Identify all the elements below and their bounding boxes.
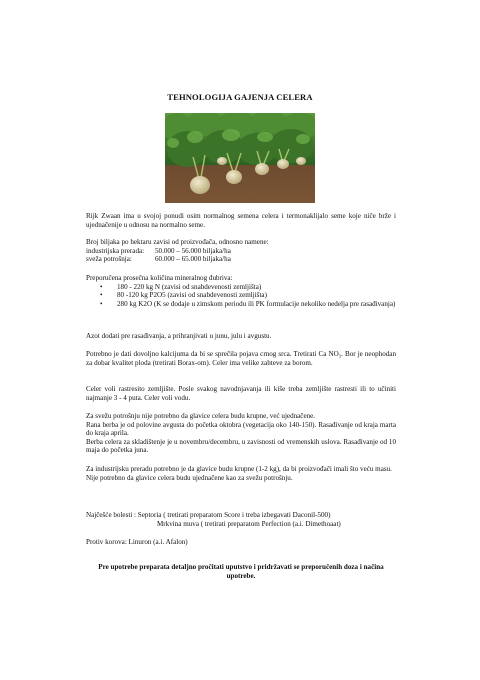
diseases-line: Najčešće bolesti : Septoria ( tretirati preparatom Score i treba izbegavati Daconil-500) (86, 511, 331, 519)
list-item: • 180 - 220 kg N (zavisi od snabdevenosti zemljišta) (117, 283, 396, 292)
nitrogen-text: Azot dodati pre rasađivanja, a prihranjivati u junu, julu i avgustu. (86, 332, 272, 340)
density-value: 50.000 – 56.000 biljaka/ha (155, 246, 231, 255)
density-row-fresh (86, 255, 396, 264)
harvest-section (86, 412, 396, 455)
industrial-section (86, 465, 396, 482)
intro-paragraph (86, 212, 396, 229)
density-section (86, 238, 396, 264)
industrial-line: Nije potrebno da glavice celera budu ujednačene kao za svežu potrošnju. (86, 473, 293, 482)
intro-text: Rijk Zwaan ima u svojoj ponudi osim normalnog semena celera i termonaklijalo seme koje niče brže i ujednačenije u odnosu na normalno seme. (86, 212, 396, 229)
weeds-text: Protiv korova: Linuron (a.i. Afalon) (86, 538, 188, 546)
density-value: 60.000 – 65.000 biljaka/ha (155, 255, 231, 264)
density-label: sveža potrošnja: (86, 255, 132, 264)
list-item: • 280 kg K2O (K se dodaje u zimskom periodu ili PK formulacije nekoliko nedelja pre rasađivanja) (117, 300, 396, 309)
density-row-industrial (86, 247, 396, 256)
fertilizer-list (86, 283, 396, 309)
soil-paragraph (86, 385, 396, 402)
harvest-line: Rana berba je od polovine avgusta do početka oktobra (vegetacija oko 140-150). Rasađivanje od kraja marta do kraja aprila. (86, 420, 396, 438)
harvest-line: Berba celera za skladištenje je u novembru/decembru, u zavisnosti od vremenskih uslova. Rasađivanje od 10 maja do početka juna. (86, 437, 396, 455)
fertilizer-heading: Preporučena prosečna količina mineralnog đubriva: (86, 274, 233, 282)
fertilizer-section (86, 274, 396, 308)
calcium-paragraph (86, 350, 396, 367)
diseases-line: Mrkvina muva ( tretirati preparatom Perfection (a.i. Dimethoaat) (157, 519, 341, 528)
celery-field-image (165, 113, 315, 203)
diseases-section (86, 511, 396, 528)
usage-warning: Pre upotrebe preparata detaljno pročitati uputstvo i pridržavati se preporučenih doza i načina upotrebe. (98, 563, 384, 580)
page-title: TEHNOLOGIJA GAJENJA CELERA (167, 92, 313, 102)
density-heading: Broj biljaka po hektaru zavisi od proizvođača, odnosno namene: (86, 238, 269, 246)
industrial-line: Za industrijsku preradu potrebno je da glavice budu krupne (1-2 kg), da bi proizvođači imali što veću masu. (86, 465, 392, 473)
soil-text: Celer voli rastresito zemljište. Posle svakog navodnjavanja ili kiše treba zemljište rastresti ili to učiniti najmanje 3 - 4 puta. Celer voli vodu. (86, 385, 396, 402)
nitrogen-paragraph (86, 332, 396, 341)
weeds-paragraph (86, 538, 396, 547)
list-item: • 80 -120 kg P2O5 (zavisi od snabdevenosti zemljišta) (117, 291, 396, 300)
calcium-text: Potrebno je dati dovoljno kalcijuma da bi se sprečila pojava crnog srca. Tretirati Ca NO₃. Bor je neophodan za dobar kvalitet ploda (tretirati Borax-om). Celer ima velike zahteve za borom. (86, 350, 396, 367)
celery-field-photo (165, 113, 315, 203)
harvest-line: Za svežu potrošnju nije potrebno da glavice celera budu krupne, već ujednačene. (86, 412, 316, 420)
density-label: industrijska prerada: (86, 246, 145, 255)
